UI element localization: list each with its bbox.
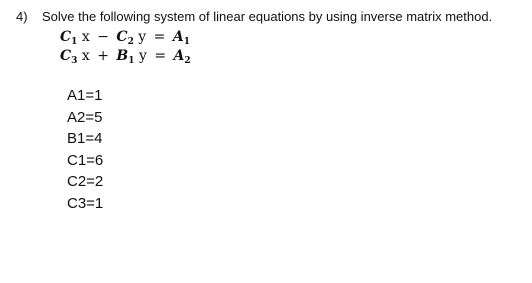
equals-sign: = xyxy=(154,48,167,64)
question-text: Solve the following system of linear equations by using inverse matrix method. xyxy=(42,9,493,24)
value-item: A1=1 xyxy=(67,87,103,104)
variable: y xyxy=(138,48,147,64)
variable: x xyxy=(81,48,90,64)
value-item: B1=4 xyxy=(67,130,103,147)
coefficient: $C_1$ xyxy=(60,29,78,47)
coefficient: $C_2$ xyxy=(116,29,134,47)
given-values-list xyxy=(67,85,103,214)
equation-1 xyxy=(60,29,190,47)
coefficient: $C_3$ xyxy=(60,48,78,66)
question-number: 4) xyxy=(16,9,28,24)
constant: $A_1$ xyxy=(172,29,190,47)
value-item: C3=1 xyxy=(67,194,104,212)
coefficient: $B_1$ xyxy=(116,48,135,66)
value-item: A2=5 xyxy=(67,108,103,126)
operator: + xyxy=(97,48,109,64)
variable: x xyxy=(81,29,90,45)
constant: $A_2$ xyxy=(173,48,191,66)
variable: y xyxy=(138,29,147,45)
equation-2 xyxy=(60,48,191,66)
value-item: C2=2 xyxy=(67,173,104,190)
operator: − xyxy=(97,29,109,45)
equals-sign: = xyxy=(153,29,166,45)
value-item: C1=6 xyxy=(67,151,104,169)
